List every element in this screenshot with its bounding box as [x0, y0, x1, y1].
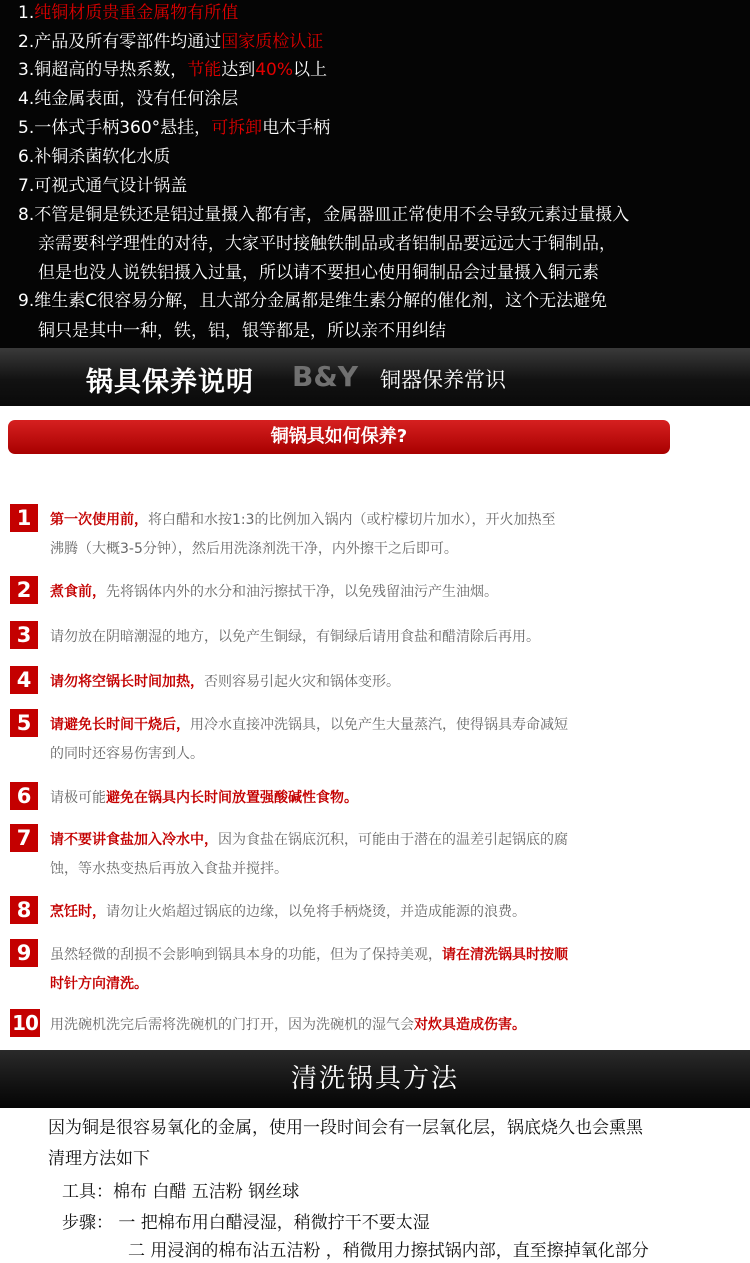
step-text-segment: 沸腾（大概3-5分钟），然后用洗涤剂洗干净，内外擦干之后即可。 [50, 541, 458, 557]
feature-number: 3. [18, 60, 35, 80]
feature-line [38, 262, 599, 284]
feature-number: 9. [18, 291, 35, 311]
step-text [50, 1011, 690, 1040]
step-text-line [50, 711, 690, 740]
step-text-segment: 请勿让火焰超过锅底的边缘，以免将手柄烧烫，并造成能源的浪费。 [106, 904, 526, 920]
step-text [50, 941, 690, 999]
feature-text: 亲需要科学理性的对待，大家平时接触铁制品或者铝制品要远远大于铜制品， [38, 234, 616, 254]
step-text-line [50, 535, 690, 564]
feature-text: 达到 [221, 60, 256, 80]
step-text-line [50, 740, 690, 769]
feature-text: 纯金属表面，没有任何涂层 [34, 89, 239, 109]
step-number-badge: 7 [10, 824, 38, 852]
feature-text: 节能 [187, 60, 222, 80]
step-text-segment: 用洗碗机洗完后需将洗碗机的门打开，因为洗碗机的湿气会 [50, 1017, 414, 1033]
feature-text: 40% [255, 60, 294, 80]
cleaning-intro-1: 因为铜是很容易氧化的金属，使用一段时间会有一层氧化层，锅底烧久也会熏黑 [48, 1118, 643, 1138]
step-text-line [50, 784, 690, 813]
step-text-segment: 请在清洗锅具时按顺 [442, 947, 568, 963]
step-text-segment: 虽然轻微的刮损不会影响到锅具本身的功能，但为了保持美观， [50, 947, 442, 963]
step-text [50, 506, 690, 564]
step-text [50, 898, 690, 927]
feature-text: 产品及所有零部件均通过 [34, 32, 222, 52]
feature-text: 纯铜材质贵重金属物有所值 [34, 3, 239, 23]
step-text-line [50, 1011, 690, 1040]
feature-line [38, 320, 446, 342]
feature-line [18, 2, 238, 24]
step-text-line [50, 941, 690, 970]
step-text-segment: 请勿放在阴暗潮湿的地方，以免产生铜绿，有铜绿后请用食盐和醋清除后再用。 [50, 629, 540, 645]
step-number-badge: 3 [10, 621, 38, 649]
step-text-line [50, 578, 690, 607]
step-text-segment: 第一次使用前， [50, 512, 148, 528]
step-text [50, 711, 690, 769]
step-text-segment: 用冷水直接冲洗锅具，以免产生大量蒸汽，使得锅具寿命减短 [190, 717, 568, 733]
feature-text: 以上 [293, 60, 328, 80]
feature-line [18, 31, 323, 53]
tools-list: 棉布 白醋 五洁粉 钢丝球 [113, 1182, 300, 1202]
banner-title: 锅具保养说明 [86, 367, 254, 398]
feature-text: 铜超高的导热系数， [34, 60, 188, 80]
step-text-line [50, 506, 690, 535]
feature-text: 铜只是其中一种，铁，铝，银等都是，所以亲不用纠结 [38, 321, 446, 341]
feature-text: 电木手柄 [262, 118, 331, 138]
feature-line [18, 290, 607, 312]
feature-text: 可视式通气设计锅盖 [34, 176, 188, 196]
step-text-segment: 对炊具造成伤害。 [414, 1017, 526, 1033]
step-text [50, 668, 690, 697]
feature-text: 但是也没人说铁铝摄入过量，所以请不要担心使用铜制品会过量摄入铜元素 [38, 263, 599, 283]
steps-label: 步骤： [62, 1213, 113, 1233]
step-text-line [50, 623, 690, 652]
step-text-line [50, 826, 690, 855]
feature-line [18, 175, 187, 197]
step-text-segment: 因为食盐在锅底沉积，可能由于潜在的温差引起锅底的腐 [218, 832, 568, 848]
care-steps-section [0, 406, 750, 1050]
feature-text: 可拆卸 [211, 118, 263, 138]
features-panel [0, 0, 750, 348]
feature-number: 6. [18, 147, 35, 167]
step-number-badge: 5 [10, 709, 38, 737]
step-number-badge: 8 [10, 896, 38, 924]
step-number-badge: 2 [10, 576, 38, 604]
step-text [50, 623, 690, 652]
step-number-badge: 1 [10, 504, 38, 532]
step-text-segment: 先将锅体内外的水分和油污擦拭干净，以免残留油污产生油烟。 [106, 584, 498, 600]
step-text-line [50, 970, 690, 999]
step-text-segment: 否则容易引起火灾和锅体变形。 [204, 674, 400, 690]
feature-number: 8. [18, 205, 35, 225]
feature-number: 4. [18, 89, 35, 109]
feature-line [18, 59, 327, 81]
step-text-line [50, 668, 690, 697]
tools-label: 工具： [62, 1182, 113, 1202]
step-text-segment: 烹饪时， [50, 904, 106, 920]
steps-line [62, 1211, 430, 1235]
feature-number: 5. [18, 118, 35, 138]
care-banner [0, 348, 750, 406]
step-text-segment: 时针方向清洗。 [50, 976, 148, 992]
cleaning-title: 清洗锅具方法 [0, 1050, 750, 1108]
cleaning-step-1: 一 把棉布用白醋浸湿，稍微拧干不要太湿 [118, 1213, 430, 1233]
care-heading: 铜锅具如何保养? [8, 420, 670, 454]
feature-line [38, 233, 616, 255]
feature-text: 维生素C很容易分解，且大部分金属都是维生素分解的催化剂，这个无法避免 [34, 291, 608, 311]
step-text [50, 784, 690, 813]
cleaning-intro-2: 清理方法如下 [48, 1149, 150, 1169]
step-number-badge: 4 [10, 666, 38, 694]
step-text-segment: 请勿将空锅长时间加热， [50, 674, 204, 690]
feature-number: 1. [18, 3, 35, 23]
step-text-segment: 避免在锅具内长时间放置强酸碱性食物。 [106, 790, 358, 806]
feature-line [18, 146, 170, 168]
step-text-segment: 将白醋和水按1:3的比例加入锅内（或柠檬切片加水），开火加热至 [148, 512, 556, 528]
step-text-segment: 蚀，等水热变热后再放入食盐并搅拌。 [50, 861, 288, 877]
step-text-segment: 的同时还容易伤害到人。 [50, 746, 204, 762]
cleaning-section [0, 1108, 750, 1263]
step-text-segment: 请极可能 [50, 790, 106, 806]
brand-logo-text: B&Y [292, 360, 359, 393]
feature-text: 国家质检认证 [221, 32, 324, 52]
feature-text: 补铜杀菌软化水质 [34, 147, 171, 167]
feature-text: 不管是铜是铁还是铝过量摄入都有害，金属器皿正常使用不会导致元素过量摄入 [34, 205, 630, 225]
step-text-line [50, 855, 690, 884]
step-text-segment: 请不要讲食盐加入冷水中， [50, 832, 218, 848]
step-number-badge: 9 [10, 939, 38, 967]
tools-line [62, 1180, 299, 1204]
feature-number: 2. [18, 32, 35, 52]
step-text-segment: 煮食前， [50, 584, 106, 600]
step-number-badge: 10 [10, 1009, 40, 1037]
cleaning-step-2: 二 用浸润的棉布沾五洁粉 ，稍微用力擦拭锅内部，直至擦掉氧化部分 [128, 1241, 649, 1261]
step-text-line [50, 898, 690, 927]
banner-subtitle: 铜器保养常识 [380, 368, 506, 392]
feature-text: 一体式手柄360°悬挂， [34, 118, 212, 138]
step-number-badge: 6 [10, 782, 38, 810]
step-text-segment: 请避免长时间干烧后， [50, 717, 190, 733]
feature-line [18, 204, 629, 226]
step-text [50, 826, 690, 884]
feature-line [18, 117, 330, 139]
step-text [50, 578, 690, 607]
feature-line [18, 88, 238, 110]
feature-number: 7. [18, 176, 35, 196]
